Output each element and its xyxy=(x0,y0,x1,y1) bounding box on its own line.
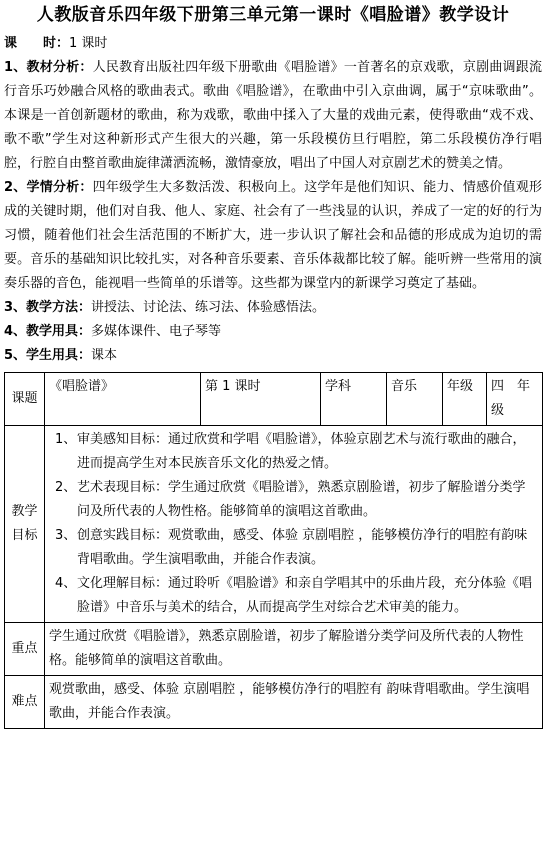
lesson-time-value: 1 课时 xyxy=(69,36,108,51)
difficult-point-text: 观赏歌曲，感受、体验 京剧唱腔 ，能够模仿净行的唱腔有 韵味背唱歌曲。学生演唱歌曲，并能合作表演。 xyxy=(45,676,543,729)
section-student-analysis xyxy=(4,176,542,296)
key-point-label: 重点 xyxy=(5,623,45,676)
period-value: 第 1 课时 xyxy=(201,373,321,426)
section-label: 1、教材分析： xyxy=(4,60,93,75)
section-label: 3、教学方法： xyxy=(4,300,92,315)
table-row-key-point xyxy=(5,623,543,676)
grade-value: 四 年级 xyxy=(487,373,543,426)
goal-item xyxy=(49,572,538,620)
goal-item xyxy=(49,476,538,524)
goal-item xyxy=(49,428,538,476)
goal-text: 审美感知目标：通过欣赏和学唱《唱脸谱》，体验京剧艺术与流行歌曲的融合，进而提高学生对本民族音乐文化的热爱之情。 xyxy=(77,432,526,471)
goal-number: 3、 xyxy=(55,528,77,543)
subject-label: 学科 xyxy=(321,373,387,426)
section-text: 人民教育出版社四年级下册歌曲《唱脸谱》一首著名的京戏歌，京剧曲调跟流行音乐巧妙融合风格的歌曲表式。歌曲《唱脸谱》，在歌曲中引入京曲调，属于“京味歌曲”。本课是一首创新题材的歌曲，称为戏歌，歌曲中揉入了大量的戏曲元素，使得歌曲“戏不戏、歌不歌”学生对这种新形式产生很大的兴趣，第一乐段模仿旦行唱腔，第二乐段模仿净行唱腔，行腔自由整首歌曲旋律潇洒流畅，激情豪放，唱出了中国人对京剧艺术的赞美之情。 xyxy=(4,60,542,171)
section-text: 多媒体课件、电子琴等 xyxy=(91,324,222,339)
document-page xyxy=(0,4,546,863)
table-row-goals xyxy=(5,426,543,623)
section-text: 课本 xyxy=(91,348,118,363)
table-row-header xyxy=(5,373,543,426)
document-title: 人教版音乐四年级下册第三单元第一课时《唱脸谱》教学设计 xyxy=(36,5,510,25)
subject-value: 音乐 xyxy=(387,373,443,426)
section-material-analysis xyxy=(4,56,542,176)
goals-label: 教学目标 xyxy=(5,426,45,623)
topic-label: 课题 xyxy=(5,373,45,426)
section-text: 四年级学生大多数活泼、积极向上。这学年是他们知识、能力、情感价值观形成的关键时期，他们对自我、他人、家庭、社会有了一些浅显的认识，养成了一定的好的行为习惯，随着他们社会生活范围的不断扩大，进一步认识了解社会和品德的形成成为迫切的需要。音乐的基础知识比较扎实，对各种音乐要素、音乐体裁都比较了解。能听辨一些常用的演奏乐器的音色，能视唱一些简单的乐谱等。这些都为课堂内的新课学习奠定了基础。 xyxy=(4,180,542,291)
goal-number: 4、 xyxy=(55,576,77,591)
section-label: 2、学情分析： xyxy=(4,180,93,195)
section-label: 4、教学用具： xyxy=(4,324,92,339)
topic-value: 《唱脸谱》 xyxy=(45,373,201,426)
goal-text: 文化理解目标：通过聆听《唱脸谱》和亲自学唱其中的乐曲片段，充分体验《唱脸谱》中音乐与美术的结合，从而提高学生对综合艺术审美的能力。 xyxy=(77,576,533,615)
difficult-point-label: 难点 xyxy=(5,676,45,729)
goal-number: 2、 xyxy=(55,480,77,495)
section-text: 讲授法、讨论法、练习法、体验感悟法。 xyxy=(91,300,326,315)
key-point-text: 学生通过欣赏《唱脸谱》，熟悉京剧脸谱，初步了解脸谱分类学问及所代表的人物性格。能够简单的演唱这首歌曲。 xyxy=(45,623,543,676)
section-student-tools xyxy=(4,344,542,368)
section-label: 5、学生用具： xyxy=(4,348,92,363)
goals-cell xyxy=(45,426,543,623)
goal-text: 创意实践目标：观赏歌曲，感受、体验 京剧唱腔 ，能够模仿净行的唱腔有韵味背唱歌曲。学生演唱歌曲，并能合作表演。 xyxy=(77,528,528,567)
table-row-difficult-point xyxy=(5,676,543,729)
lesson-time-label: 课 时： xyxy=(4,36,70,51)
goal-number: 1、 xyxy=(55,432,77,447)
lesson-time-line xyxy=(4,32,542,56)
section-teaching-tools xyxy=(4,320,542,344)
lesson-table xyxy=(4,372,543,729)
goal-item xyxy=(49,524,538,572)
section-teaching-method xyxy=(4,296,542,320)
goal-text: 艺术表现目标：学生通过欣赏《唱脸谱》，熟悉京剧脸谱，初步了解脸谱分类学问及所代表的人物性格。能够简单的演唱这首歌曲。 xyxy=(77,480,526,519)
grade-label: 年级 xyxy=(443,373,487,426)
